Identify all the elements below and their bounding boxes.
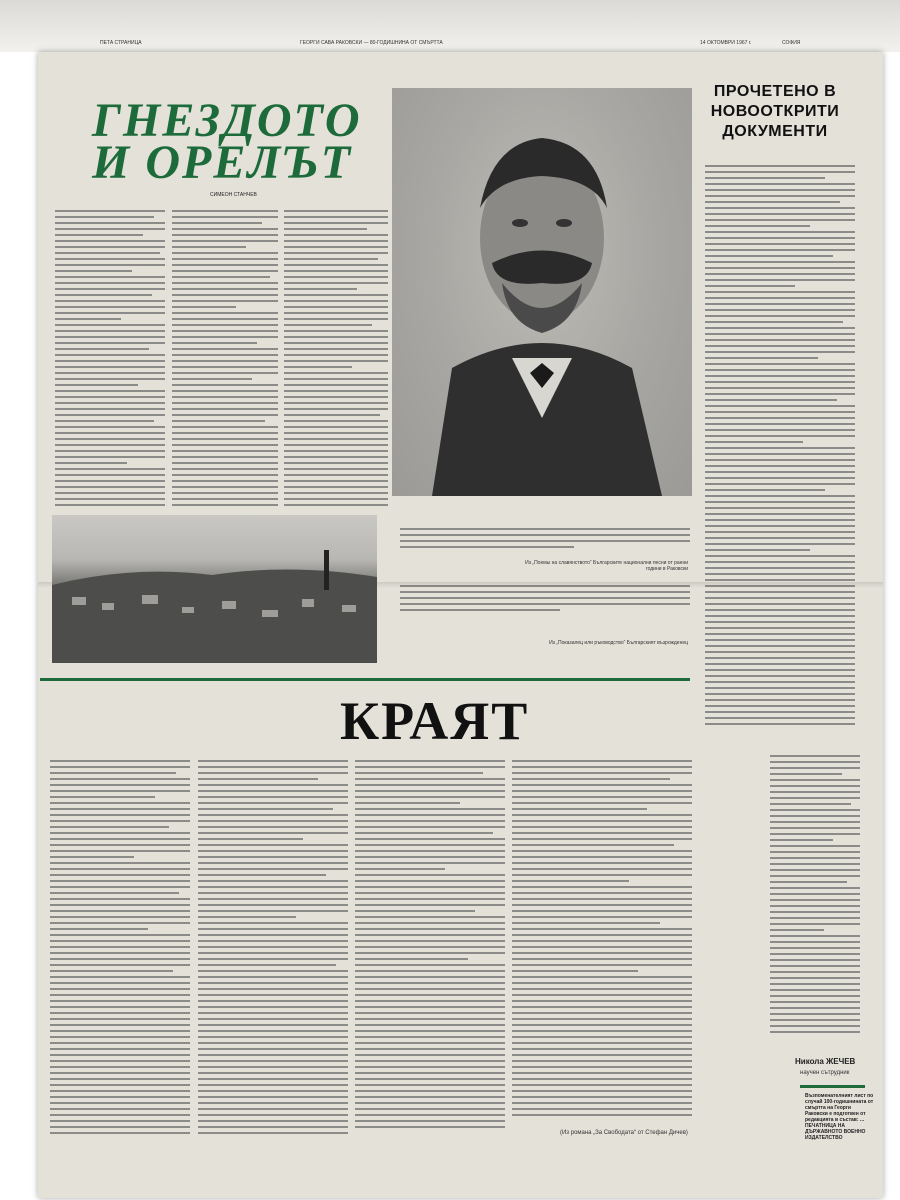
side-author: Никола ЖЕЧЕВ [795,1057,856,1066]
section-divider [40,678,690,681]
byline: СИМЕОН СТАНЧЕВ [210,192,257,198]
article-title [92,94,382,189]
header-center: ГЕОРГИ САВА РАКОВСКИ — 80-ГОДИШНИНА ОТ СМЪРТТА [300,40,443,46]
article-2-column-3 [355,760,505,1140]
side-title [700,82,850,142]
article-2-title: КРАЯТ [340,691,530,751]
side-author-role: научен сътрудник [800,1070,850,1076]
text-column-2 [172,210,278,510]
town-landscape [52,515,377,663]
portrait-illustration [392,88,692,496]
text-column-3 [284,210,388,510]
text-column-1 [55,210,165,510]
portrait-photo [392,88,692,496]
header-city: СОФИЯ [782,40,801,46]
article-2-footer-note: (Из романа „За Свободата“ от Стефан Дичев) [560,1130,688,1136]
signature-rule [800,1085,865,1088]
side-title-line-2: НОВООТКРИТИ [710,103,840,120]
quote-2 [400,585,690,635]
quote-caption-2: Из „Показалец или ръководство“ Българският възрожденец [549,640,688,646]
article-2-column-1 [50,760,190,1140]
side-title-line-3: ДОКУМЕНТИ [722,123,828,140]
article-2-column-2 [198,760,348,1140]
side-text-column-2 [770,755,860,1040]
quote-caption-1: Из „Поемы на славянството“ Българските национални песни от ранни години в Раковски [525,560,688,572]
title-line-2: И ОРЕЛЪТ [92,136,353,189]
page-label: ПЕТА СТРАНИЦА [100,40,142,46]
side-text-column [705,165,855,745]
signature-box: Възпоменателният лист по случай 100-годишнината от смъртта на Георги Раковски е подготвен от редакцията в състав: ... ПЕЧАТНИЦА НА ДЪРЖАВНОТО ВОЕННО ИЗДАТЕЛСТВО [805,1093,874,1141]
article-2-column-4 [512,760,692,1125]
town-photo [52,515,377,663]
header-date: 14 ОКТОМВРИ 1967 г. [700,40,752,46]
side-title-line-1: ПРОЧЕТЕНО В [713,83,837,100]
title-line-1: ГНЕЗДОТО [92,94,362,147]
